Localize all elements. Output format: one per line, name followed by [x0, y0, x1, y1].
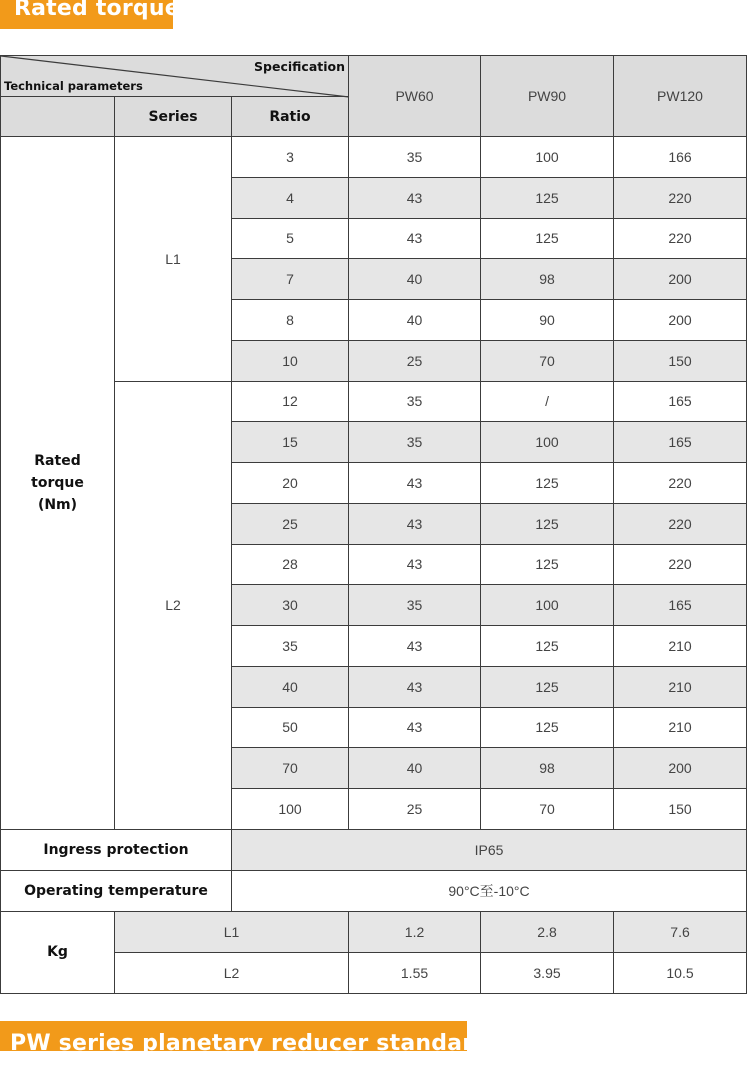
weight-value-cell: 2.8 — [481, 911, 614, 952]
torque-value-cell: 43 — [349, 707, 481, 748]
ratio-cell: 8 — [232, 300, 349, 341]
torque-value-cell: 40 — [349, 748, 481, 789]
model-header-pw120: PW120 — [614, 56, 747, 137]
torque-value-cell: 98 — [481, 748, 614, 789]
empty-header-cell — [1, 97, 115, 137]
temperature-row — [1, 870, 747, 911]
rated-torque-label-line: Rated — [34, 452, 81, 469]
torque-value-cell: / — [481, 381, 614, 422]
table-row — [1, 137, 747, 178]
torque-value-cell: 43 — [349, 544, 481, 585]
ratio-cell: 40 — [232, 666, 349, 707]
torque-value-cell: 125 — [481, 218, 614, 259]
weight-value-cell: 7.6 — [614, 911, 747, 952]
torque-value-cell: 200 — [614, 300, 747, 341]
torque-value-cell: 35 — [349, 137, 481, 178]
ratio-cell: 100 — [232, 789, 349, 830]
torque-value-cell: 100 — [481, 137, 614, 178]
torque-value-cell: 100 — [481, 585, 614, 626]
torque-value-cell: 200 — [614, 259, 747, 300]
series-header: Series — [115, 97, 232, 137]
torque-value-cell: 220 — [614, 544, 747, 585]
torque-value-cell: 43 — [349, 626, 481, 667]
ratio-cell: 28 — [232, 544, 349, 585]
torque-value-cell: 150 — [614, 789, 747, 830]
torque-value-cell: 220 — [614, 503, 747, 544]
weight-series-cell: L1 — [115, 911, 349, 952]
ingress-row — [1, 829, 747, 870]
torque-value-cell: 70 — [481, 340, 614, 381]
torque-value-cell: 220 — [614, 463, 747, 504]
torque-value-cell: 43 — [349, 463, 481, 504]
weight-value-cell: 1.2 — [349, 911, 481, 952]
torque-value-cell: 90 — [481, 300, 614, 341]
rated-torque-label-line: (Nm) — [37, 496, 78, 513]
torque-value-cell: 125 — [481, 544, 614, 585]
ratio-header: Ratio — [232, 97, 349, 137]
torque-value-cell: 25 — [349, 340, 481, 381]
ratio-cell: 3 — [232, 137, 349, 178]
torque-value-cell: 125 — [481, 707, 614, 748]
model-header-pw60: PW60 — [349, 56, 481, 137]
torque-value-cell: 210 — [614, 707, 747, 748]
ratio-cell: 70 — [232, 748, 349, 789]
rated-torque-table — [0, 55, 747, 994]
torque-value-cell: 125 — [481, 177, 614, 218]
torque-value-cell: 43 — [349, 503, 481, 544]
ratio-cell: 12 — [232, 381, 349, 422]
weight-value-cell: 1.55 — [349, 952, 481, 993]
torque-value-cell: 70 — [481, 789, 614, 830]
temperature-label: Operating temperature — [1, 870, 232, 911]
torque-value-cell: 43 — [349, 666, 481, 707]
ratio-cell: 35 — [232, 626, 349, 667]
ratio-cell: 25 — [232, 503, 349, 544]
weight-label: Kg — [1, 911, 115, 993]
weight-row — [1, 911, 747, 952]
ratio-cell: 20 — [232, 463, 349, 504]
torque-value-cell: 150 — [614, 340, 747, 381]
torque-value-cell: 100 — [481, 422, 614, 463]
torque-value-cell: 165 — [614, 422, 747, 463]
torque-value-cell: 220 — [614, 177, 747, 218]
torque-value-cell: 35 — [349, 585, 481, 626]
series-cell: L2 — [115, 381, 232, 829]
weight-value-cell: 3.95 — [481, 952, 614, 993]
torque-value-cell: 35 — [349, 381, 481, 422]
torque-value-cell: 125 — [481, 503, 614, 544]
weight-series-cell: L2 — [115, 952, 349, 993]
torque-value-cell: 165 — [614, 585, 747, 626]
rated-torque-label-line: torque — [31, 474, 84, 491]
ratio-cell: 10 — [232, 340, 349, 381]
ratio-cell: 5 — [232, 218, 349, 259]
ratio-cell: 15 — [232, 422, 349, 463]
ratio-cell: 7 — [232, 259, 349, 300]
weight-value-cell: 10.5 — [614, 952, 747, 993]
torque-value-cell: 35 — [349, 422, 481, 463]
series-cell: L1 — [115, 137, 232, 382]
torque-value-cell: 125 — [481, 463, 614, 504]
torque-value-cell: 165 — [614, 381, 747, 422]
section-title-rated-torque: Rated torque — [0, 0, 173, 29]
torque-value-cell: 166 — [614, 137, 747, 178]
torque-value-cell: 220 — [614, 218, 747, 259]
ingress-value: IP65 — [232, 829, 747, 870]
torque-value-cell: 43 — [349, 177, 481, 218]
ratio-cell: 4 — [232, 177, 349, 218]
temperature-value: 90°C至-10°C — [232, 870, 747, 911]
section-title-standard-size: PW series planetary reducer standard size — [0, 1021, 467, 1051]
torque-value-cell: 40 — [349, 259, 481, 300]
torque-value-cell: 125 — [481, 626, 614, 667]
torque-value-cell: 43 — [349, 218, 481, 259]
torque-value-cell: 210 — [614, 626, 747, 667]
ingress-label: Ingress protection — [1, 829, 232, 870]
ratio-cell: 50 — [232, 707, 349, 748]
torque-value-cell: 210 — [614, 666, 747, 707]
torque-value-cell: 125 — [481, 666, 614, 707]
header-corner-cell — [1, 56, 349, 97]
ratio-cell: 30 — [232, 585, 349, 626]
torque-value-cell: 40 — [349, 300, 481, 341]
torque-value-cell: 200 — [614, 748, 747, 789]
model-header-pw90: PW90 — [481, 56, 614, 137]
technical-parameters-label: Technical parameters — [4, 79, 143, 93]
torque-value-cell: 98 — [481, 259, 614, 300]
torque-value-cell: 25 — [349, 789, 481, 830]
rated-torque-label — [1, 137, 115, 830]
specification-label: Specification — [254, 59, 346, 74]
